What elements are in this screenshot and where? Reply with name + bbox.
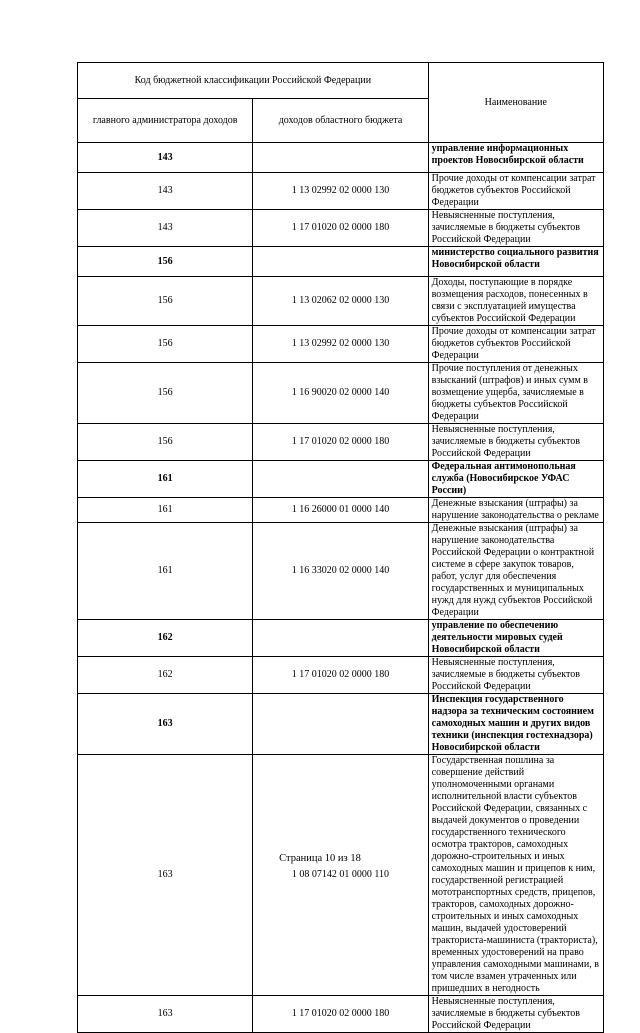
admin-code-cell: 156 [78,277,253,326]
name-cell: Доходы, поступающие в порядке возмещения расходов, понесенных в связи с эксплуатацией имущества субъектов Российской Федерации [428,277,603,326]
admin-code-cell: 156 [78,247,253,277]
admin-code-cell: 163 [78,755,253,996]
name-cell: Невыясненные поступления, зачисляемые в бюджеты субъектов Российской Федерации [428,210,603,247]
name-cell: Прочие поступления от денежных взысканий (штрафов) и иных сумм в возмещение ущерба, зачисляемые в бюджеты субъектов Российской Федерации [428,363,603,424]
revenue-code-cell: 1 16 90020 02 0000 140 [253,363,428,424]
revenue-code-cell: 1 08 07142 01 0000 110 [253,755,428,996]
table-row-section [78,247,604,277]
header-name-cell: Наименование [428,63,603,143]
header-code-cell: доходов областного бюджета [253,99,428,143]
revenue-code-cell [253,694,428,755]
name-cell: Невыясненные поступления, зачисляемые в бюджеты субъектов Российской Федерации [428,657,603,694]
admin-code-cell: 156 [78,326,253,363]
revenue-code-cell: 1 13 02992 02 0000 130 [253,173,428,210]
table-row [78,277,604,326]
table-row-section [78,694,604,755]
table-row-section [78,143,604,173]
revenue-code-cell: 1 17 01020 02 0000 180 [253,424,428,461]
name-cell: Прочие доходы от компенсации затрат бюджетов субъектов Российской Федерации [428,173,603,210]
revenue-code-cell: 1 17 01020 02 0000 180 [253,210,428,247]
table-row [78,523,604,620]
table-row-section [78,461,604,498]
name-cell: Прочие доходы от компенсации затрат бюджетов субъектов Российской Федерации [428,326,603,363]
revenue-code-cell: 1 13 02062 02 0000 130 [253,277,428,326]
page-footer: Страница 10 из 18 [279,853,361,864]
revenue-code-cell: 1 16 26000 01 0000 140 [253,498,428,523]
admin-code-cell: 161 [78,461,253,498]
table-row [78,498,604,523]
admin-code-cell: 162 [78,657,253,694]
revenue-code-cell: 1 17 01020 02 0000 180 [253,996,428,1033]
name-cell: министерство социального развития Новосибирской области [428,247,603,277]
table-body [78,143,604,1033]
admin-code-cell: 143 [78,210,253,247]
admin-code-cell: 163 [78,694,253,755]
admin-code-cell: 163 [78,996,253,1033]
revenue-code-cell [253,247,428,277]
table-row [78,755,604,996]
name-cell: Невыясненные поступления, зачисляемые в бюджеты субъектов Российской Федерации [428,424,603,461]
revenue-code-cell [253,143,428,173]
name-cell: Денежные взыскания (штрафы) за нарушение законодательства о рекламе [428,498,603,523]
admin-code-cell: 156 [78,363,253,424]
revenue-code-cell: 1 17 01020 02 0000 180 [253,657,428,694]
table-row [78,173,604,210]
table-row [78,210,604,247]
revenue-code-cell: 1 16 33020 02 0000 140 [253,523,428,620]
name-cell: Инспекция государственного надзора за техническим состоянием самоходных машин и других видов техники (инспекция гостехнадзора) Новосибирской области [428,694,603,755]
admin-code-cell: 143 [78,143,253,173]
header-group-cell: Код бюджетной классификации Российской Федерации [78,63,429,99]
budget-classification-table [77,62,604,1033]
name-cell: Федеральная антимонопольная служба (Новосибирское УФАС России) [428,461,603,498]
revenue-code-cell [253,461,428,498]
table-row [78,424,604,461]
table-row [78,996,604,1033]
name-cell: Денежные взыскания (штрафы) за нарушение законодательства Российской Федерации о контрактной системе в сфере закупок товаров, работ, услуг для обеспечения государственных и муниципальных нужд для нужд субъектов Российской Федерации [428,523,603,620]
revenue-code-cell [253,620,428,657]
name-cell: Государственная пошлина за совершение действий уполномоченными органами исполнительной власти субъектов Российской Федерации, связанных с выдачей документов о проведении государственного технического осмотра тракторов, самоходных дорожно-строительных и иных самоходных машин и прицепов к ним, государственной регистрацией мототранспортных средств, прицепов, тракторов, самоходных дорожно-строительных и иных самоходных машин, выдачей удостоверений тракториста-машиниста (тракториста), временных удостоверений на право управления самоходными машинами, в том числе взамен утраченных или пришедших в негодность [428,755,603,996]
admin-code-cell: 143 [78,173,253,210]
admin-code-cell: 161 [78,498,253,523]
table-row [78,657,604,694]
admin-code-cell: 156 [78,424,253,461]
admin-code-cell: 162 [78,620,253,657]
name-cell: управление информационных проектов Новосибирской области [428,143,603,173]
name-cell: Невыясненные поступления, зачисляемые в бюджеты субъектов Российской Федерации [428,996,603,1033]
revenue-code-cell: 1 13 02992 02 0000 130 [253,326,428,363]
admin-code-cell: 161 [78,523,253,620]
name-cell: управление по обеспечению деятельности мировых судей Новосибирской области [428,620,603,657]
table-row [78,326,604,363]
table-row-section [78,620,604,657]
header-admin-cell: главного администратора доходов [78,99,253,143]
table-row [78,363,604,424]
